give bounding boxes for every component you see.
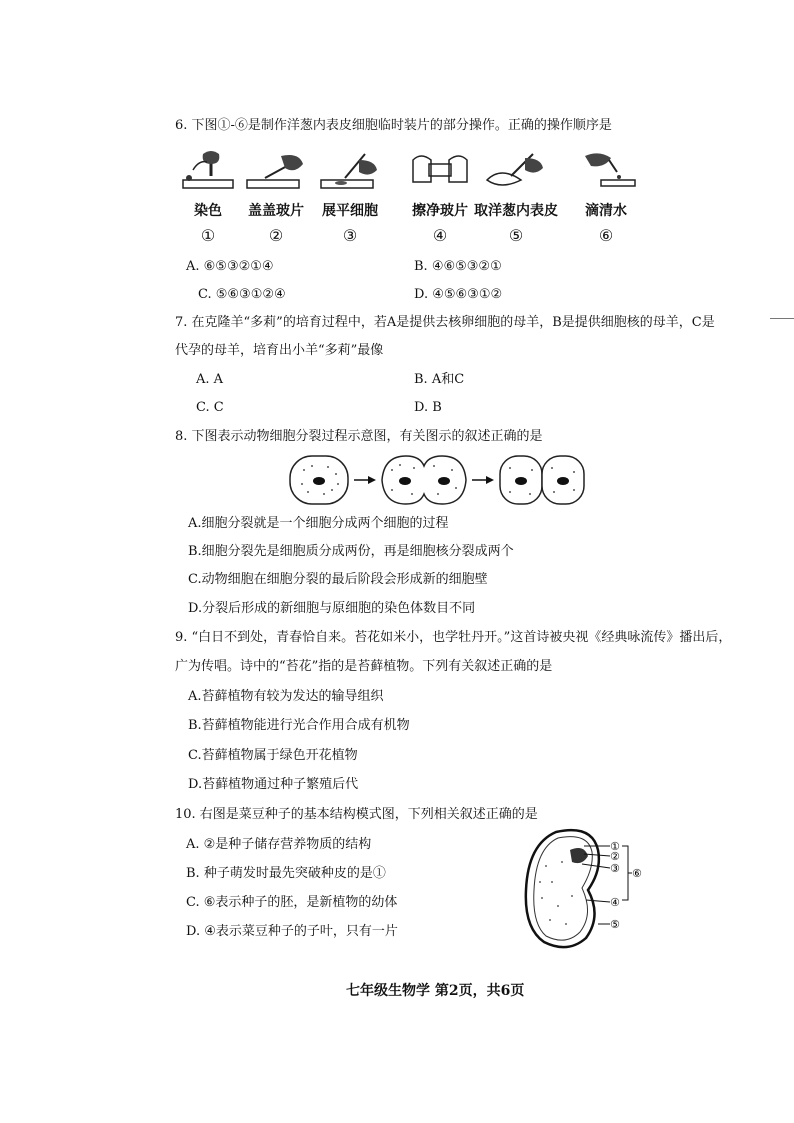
page-footer: 七年级生物学 第2页，共6页 [346,983,525,999]
q7-option-c: C. C [196,400,224,415]
seed-label-5: ⑤ [610,918,620,931]
q8-option-c: C.动物细胞在细胞分裂的最后阶段会形成新的细胞壁 [188,572,488,587]
daughter-cells [500,456,584,504]
q6-option-a: A. ⑥⑤③②①④ [186,259,274,274]
q9-option-d: D.苔藓植物通过种子繁殖后代 [188,777,359,792]
q6-option-c: C. ⑤⑥③①②④ [198,287,286,302]
q9-stem-line2: 广为传唱。诗中的“苔花”指的是苔藓植物。下列有关叙述正确的是 [175,659,553,674]
seed-label-2: ② [610,850,620,863]
q9-stem-line1: 9. “白日不到处，青春恰自来。苔花如米小，也学牡丹开。”这首诗被央视《经典咏流传》播出后， [175,630,732,645]
step-6-number: ⑥ [598,226,614,245]
bean-seed-figure [522,826,646,952]
seed-label-1: ① [610,840,620,853]
wipe-slide-hands-icon [405,150,475,194]
water-dropper-icon [571,150,641,194]
seed-label-3: ③ [610,862,620,875]
forceps-onion-icon [481,150,551,194]
step-5-number: ⑤ [508,226,524,245]
q6-option-b: B. ④⑥⑤③②① [414,259,502,274]
seed-label-4: ④ [610,896,620,909]
q7-option-d: D. B [414,400,442,415]
arrow-icon [486,476,494,484]
step-2-number: ② [268,226,284,245]
step-4-number: ④ [432,226,448,245]
step-6-drop-water [558,150,654,244]
q10-option-c: C. ⑥表示种子的胚，是新植物的幼体 [186,895,398,910]
q7-stem-line1: 7. 在克隆羊“多莉”的培育过程中，若A是提供去核卵细胞的母羊，B是提供细胞核的母羊，C是 [175,315,715,330]
parent-cell [290,456,348,504]
step-5-take-epidermis [468,150,564,244]
q9-option-a: A.苔藓植物有较为发达的输导组织 [188,689,384,704]
needle-spread-icon [315,150,385,194]
q9-option-b: B.苔藓植物能进行光合作用合成有机物 [188,718,410,733]
q10-option-d: D. ④表示菜豆种子的子叶，只有一片 [186,924,398,939]
q9-option-c: C.苔藓植物属于绿色开花植物 [188,748,358,763]
q10-option-b: B. 种子萌发时最先突破种皮的是① [186,866,386,881]
step-4-label: 擦净玻片 [412,203,468,219]
step-2-label: 盖盖玻片 [248,203,304,219]
step-5-label: 取洋葱内表皮 [474,203,558,219]
q7-option-b: B. A和C [414,372,465,387]
margin-mark [770,318,794,319]
q7-stem-line2: 代孕的母羊，培育出小羊“多莉”最像 [175,343,384,358]
coverslip-forceps-icon [241,150,311,194]
cell-division-figure [288,450,588,512]
q7-option-a: A. A [196,372,224,387]
step-1-label: 染色 [194,203,222,219]
dividing-cell [382,456,466,504]
step-6-label: 滴清水 [585,203,627,219]
q6-stem: 6. 下图①-⑥是制作洋葱内表皮细胞临时装片的部分操作。正确的操作顺序是 [175,118,612,133]
step-3-spread [302,150,398,244]
step-3-label: 展平细胞 [322,203,378,219]
q8-option-d: D.分裂后形成的新细胞与原细胞的染色体数目不同 [188,601,476,616]
q6-option-d: D. ④⑤⑥③①② [414,287,503,302]
q8-stem: 8. 下图表示动物细胞分裂过程示意图，有关图示的叙述正确的是 [175,429,543,444]
q8-option-a: A.细胞分裂就是一个细胞分成两个细胞的过程 [188,516,449,531]
q10-option-a: A. ②是种子储存营养物质的结构 [186,837,372,852]
q8-option-b: B.细胞分裂先是细胞质分成两份，再是细胞核分裂成两个 [188,544,514,559]
step-1-number: ① [200,226,216,245]
seed-label-6: ⑥ [632,867,642,880]
q10-stem: 10. 右图是菜豆种子的基本结构模式图，下列相关叙述正确的是 [175,807,538,822]
arrow-icon [368,476,376,484]
step-3-number: ③ [342,226,358,245]
